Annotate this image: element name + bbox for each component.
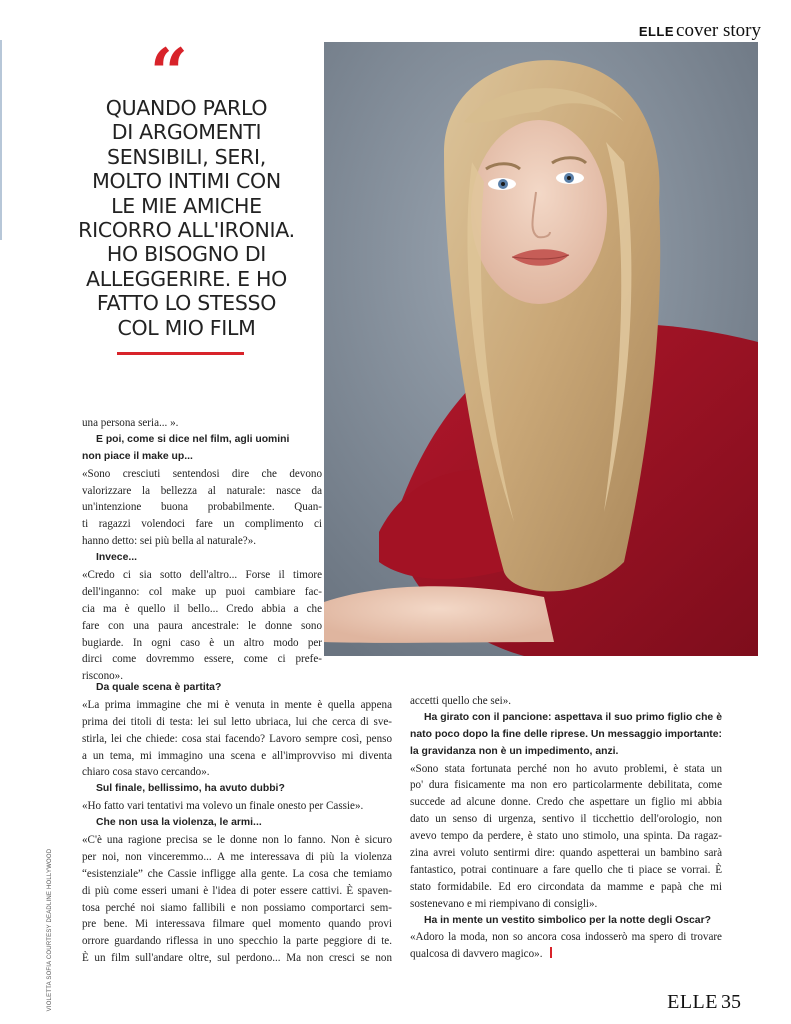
article-line: per noi, non vinceremmo... A me interessava di più la violenza (82, 850, 392, 863)
article-column-left (82, 415, 322, 685)
interview-question: Ha in mente un vestito simbolico per la notte degli Oscar? (424, 914, 711, 926)
pull-quote-line: MOLTO INTIMI CON (92, 169, 281, 194)
article-line: “esistenziale” che Cassie infligge alla gente. La cosa che temiamo (82, 867, 392, 880)
section-header (639, 20, 761, 42)
interview-question: Invece... (96, 552, 138, 564)
end-mark-icon (550, 947, 552, 958)
pull-quote-line: RICORRO ALL'IRONIA. (78, 218, 295, 243)
article-line: un'intenzione buona probabilmente. Quan- (82, 501, 322, 514)
article-line: accetti quello che sei». (410, 695, 512, 707)
pull-quote-line: FATTO LO STESSO (96, 291, 277, 316)
article-line: pre bene. Mi interessava filmare quel momento quando provi (82, 918, 392, 931)
article-line: dato un senso di urgenza, sentivo il ticchettio dell'orologio, non (410, 813, 722, 826)
page-number: 35 (721, 991, 741, 1013)
interview-question: Che non usa la violenza, le armi... (96, 817, 262, 829)
interview-question: nato poco dopo la fine delle riprese. Un messaggio importante: (410, 728, 722, 740)
interview-question: E poi, come si dice nel film, agli uomini (96, 433, 290, 445)
footer-brand: ELLE (667, 991, 718, 1013)
article-line: di più come esseri umani è l'idea di poter essere cattivi. È spaven- (82, 884, 392, 897)
pull-quote-line: ALLEGGERIRE. E HO (86, 266, 287, 291)
article-line: «Adoro la moda, non so ancora cosa indosserò ma spero di trovare (410, 931, 722, 944)
article-line: «Sono cresciuti sentendosi dire che devono (82, 467, 322, 480)
article-line: dirci come dovremmo essere, come ci prefe- (82, 653, 322, 666)
interview-question: Sul finale, bellissimo, ha avuto dubbi? (96, 783, 285, 795)
article-line: fare con una paura ancestrale: le donne sono (82, 619, 322, 632)
article-line: prima dei titoli di testa: lei sul letto ubriaca, lui che cerca di sve- (82, 715, 392, 728)
portrait-photo (324, 42, 758, 656)
article-line: stirla, lei che chiede: cosa stai facendo? Lavoro sempre così, penso (82, 732, 392, 745)
header-section: cover story (676, 20, 761, 41)
article-line: riscono». (82, 670, 123, 683)
article-line: orrore guardando riflessa in uno specchio la parte peggiore di te. (82, 935, 392, 948)
interview-question: Da quale scena è partita? (96, 682, 222, 693)
article-line: sostenevano e mi riempivano di consigli». (410, 897, 598, 910)
pull-quote-line: DI ARGOMENTI (111, 120, 262, 145)
portrait-illustration (324, 42, 758, 656)
article-line: È un film sull'andare oltre, sul perdono... Ma non cresci se non (82, 952, 392, 965)
interview-question: Ha girato con il pancione: aspettava il suo primo figlio che è (424, 711, 722, 723)
pull-quote-line: COL MIO FILM (117, 315, 256, 340)
pull-quote-line: SENSIBILI, SERI, (107, 144, 266, 169)
article-line: succede ad alcune donne. Credo che aspettare un figlio mi abbia (410, 796, 722, 809)
pull-quote-line: QUANDO PARLO (105, 96, 268, 120)
article-line: chiaro cosa stavo cercando». (82, 766, 210, 779)
article-line: tosa perché noi siamo fallibili e non possiamo comportarci sem- (82, 901, 392, 914)
article-line: a un tema, mi immagino una scena e all'improvviso mi diventa (82, 749, 392, 762)
pull-quote-line: HO BISOGNO DI (106, 242, 267, 267)
article-line: hanno detto: sei più bella al naturale?». (82, 535, 257, 548)
quote-mark-icon: “ (150, 34, 188, 112)
article-line-final (410, 946, 722, 963)
article-line: qualcosa di davvero magico». (410, 948, 543, 961)
page-edge-strip (0, 40, 2, 240)
article-line: fantastico, potrai continuare a fare quello che ti piace se vorrai. È (410, 863, 722, 876)
interview-question: la gravidanza non è un impedimento, anzi. (410, 745, 619, 757)
article-column-right (410, 693, 722, 963)
article-line: avevo tempo da perdere, è stato uno stimolo, una spinta. Da ragaz- (410, 830, 722, 843)
article-line: una persona seria... ». (82, 417, 179, 429)
article-line: «La prima immagine che mi è venuta in mente è quella appena (82, 698, 392, 711)
page-footer (667, 991, 741, 1014)
article-line: ti ragazzi volendoci fare un complimento ci (82, 518, 322, 531)
article-line: «Sono stata fortunata perché non ho avuto problemi, è stata un (410, 762, 722, 775)
article-line: stato formidabile. Ed ero circondata da mamme e papà che mi (410, 880, 722, 893)
article-line: «Credo ci sia sotto dell'altro... Forse il timore (82, 569, 322, 582)
article-line: po' dura fisicamente ma non ero particolarmente debilitata, come (410, 779, 722, 792)
header-brand: ELLE (638, 24, 675, 39)
article-column-middle (82, 680, 392, 967)
pull-quote-line: LE MIE AMICHE (111, 193, 262, 218)
article-line: «C'è una ragione precisa se le donne non lo fanno. Non è sicuro (82, 834, 392, 847)
quote-divider (117, 352, 244, 355)
pull-quote (60, 96, 313, 340)
article-line: dell'inganno: col make up puoi cambiare fac- (82, 585, 322, 598)
article-line: valorizzare la bellezza al naturale: nasce da (82, 484, 322, 497)
photo-credits: VIOLETTA SOFIA COURTESY DEADLINE HOLLYWOOD (47, 848, 53, 1012)
article-line: bugiarde. In ogni caso è un altro modo per (82, 636, 322, 649)
article-line: cia ma è quello il bello... Credo abbia a che (82, 602, 322, 615)
interview-question: non piace il make up... (82, 450, 193, 462)
article-line: zina avrei voluto sentirmi dire: quando aspetterai un bambino sarà (410, 847, 722, 860)
article-line: «Ho fatto vari tentativi ma volevo un finale onesto per Cassie». (82, 800, 364, 813)
